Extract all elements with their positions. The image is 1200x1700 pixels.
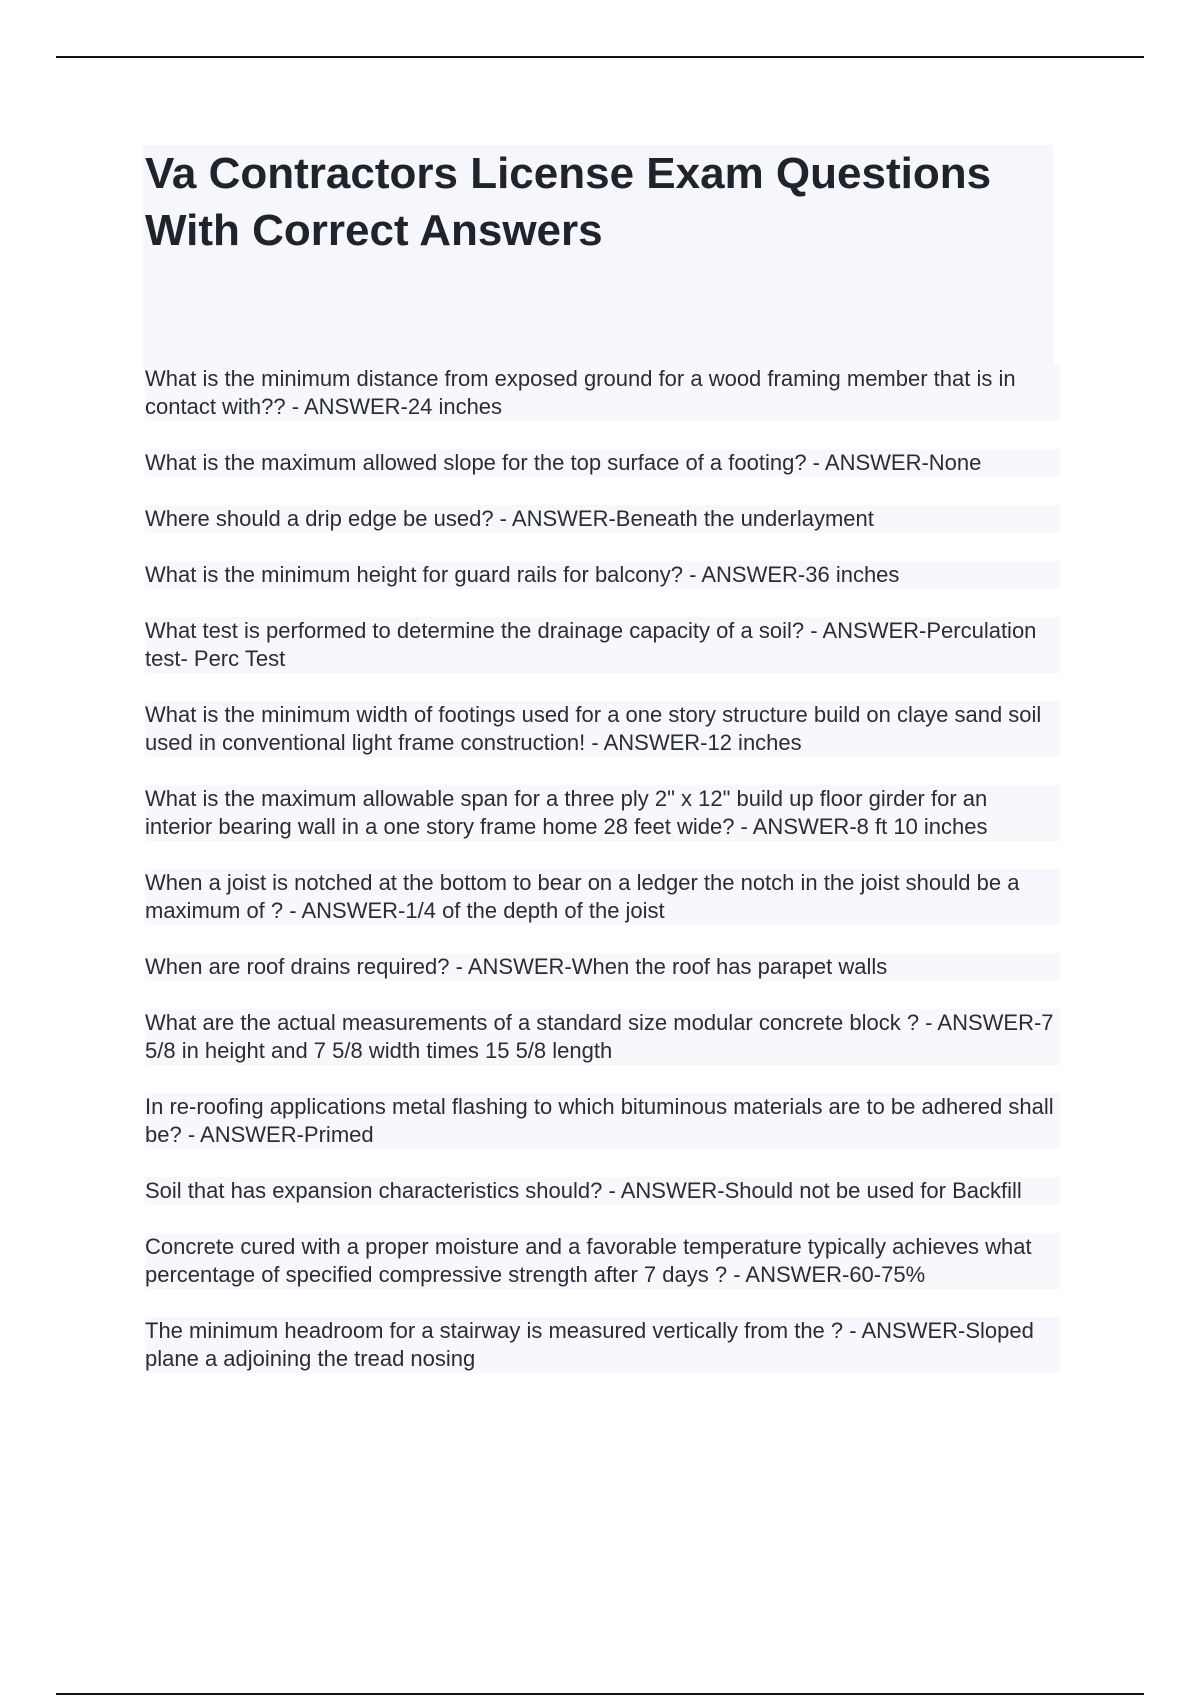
- qa-item-4: What is the minimum height for guard rails for balcony? - ANSWER-36 inches: [145, 561, 1060, 589]
- qa-item-2: What is the maximum allowed slope for the top surface of a footing? - ANSWER-None: [145, 449, 1060, 477]
- document-title: Va Contractors License Exam Questions With Correct Answers: [145, 149, 992, 255]
- qa-item-8: When a joist is notched at the bottom to bear on a ledger the notch in the joist should be a maximum of ? - ANSWER-1/4 of the depth of the joist: [145, 869, 1060, 925]
- qa-item-1: What is the minimum distance from exposed ground for a wood framing member that is in contact with?? - ANSWER-24 inches: [145, 365, 1060, 421]
- top-rule: [56, 56, 1144, 58]
- qa-item-10: What are the actual measurements of a standard size modular concrete block ? - ANSWER-7 5/8 in height and 7 5/8 width times 15 5/8 length: [145, 1009, 1060, 1065]
- bottom-rule: [56, 1693, 1144, 1695]
- qa-item-12: Soil that has expansion characteristics should? - ANSWER-Should not be used for Backfill: [145, 1177, 1060, 1205]
- qa-list: [145, 365, 1060, 1401]
- qa-item-3: Where should a drip edge be used? - ANSWER-Beneath the underlayment: [145, 505, 1060, 533]
- qa-item-7: What is the maximum allowable span for a three ply 2" x 12" build up floor girder for an interior bearing wall in a one story frame home 28 feet wide? - ANSWER-8 ft 10 inches: [145, 785, 1060, 841]
- title-block: [143, 145, 1053, 370]
- qa-item-14: The minimum headroom for a stairway is measured vertically from the ? - ANSWER-Sloped plane a adjoining the tread nosing: [145, 1317, 1060, 1373]
- qa-item-13: Concrete cured with a proper moisture and a favorable temperature typically achieves what percentage of specified compressive strength after 7 days ? - ANSWER-60-75%: [145, 1233, 1060, 1289]
- qa-item-6: What is the minimum width of footings used for a one story structure build on claye sand soil used in conventional light frame construction! - ANSWER-12 inches: [145, 701, 1060, 757]
- qa-item-9: When are roof drains required? - ANSWER-When the roof has parapet walls: [145, 953, 1060, 981]
- qa-item-5: What test is performed to determine the drainage capacity of a soil? - ANSWER-Perculation test- Perc Test: [145, 617, 1060, 673]
- qa-item-11: In re-roofing applications metal flashing to which bituminous materials are to be adhered shall be? - ANSWER-Primed: [145, 1093, 1060, 1149]
